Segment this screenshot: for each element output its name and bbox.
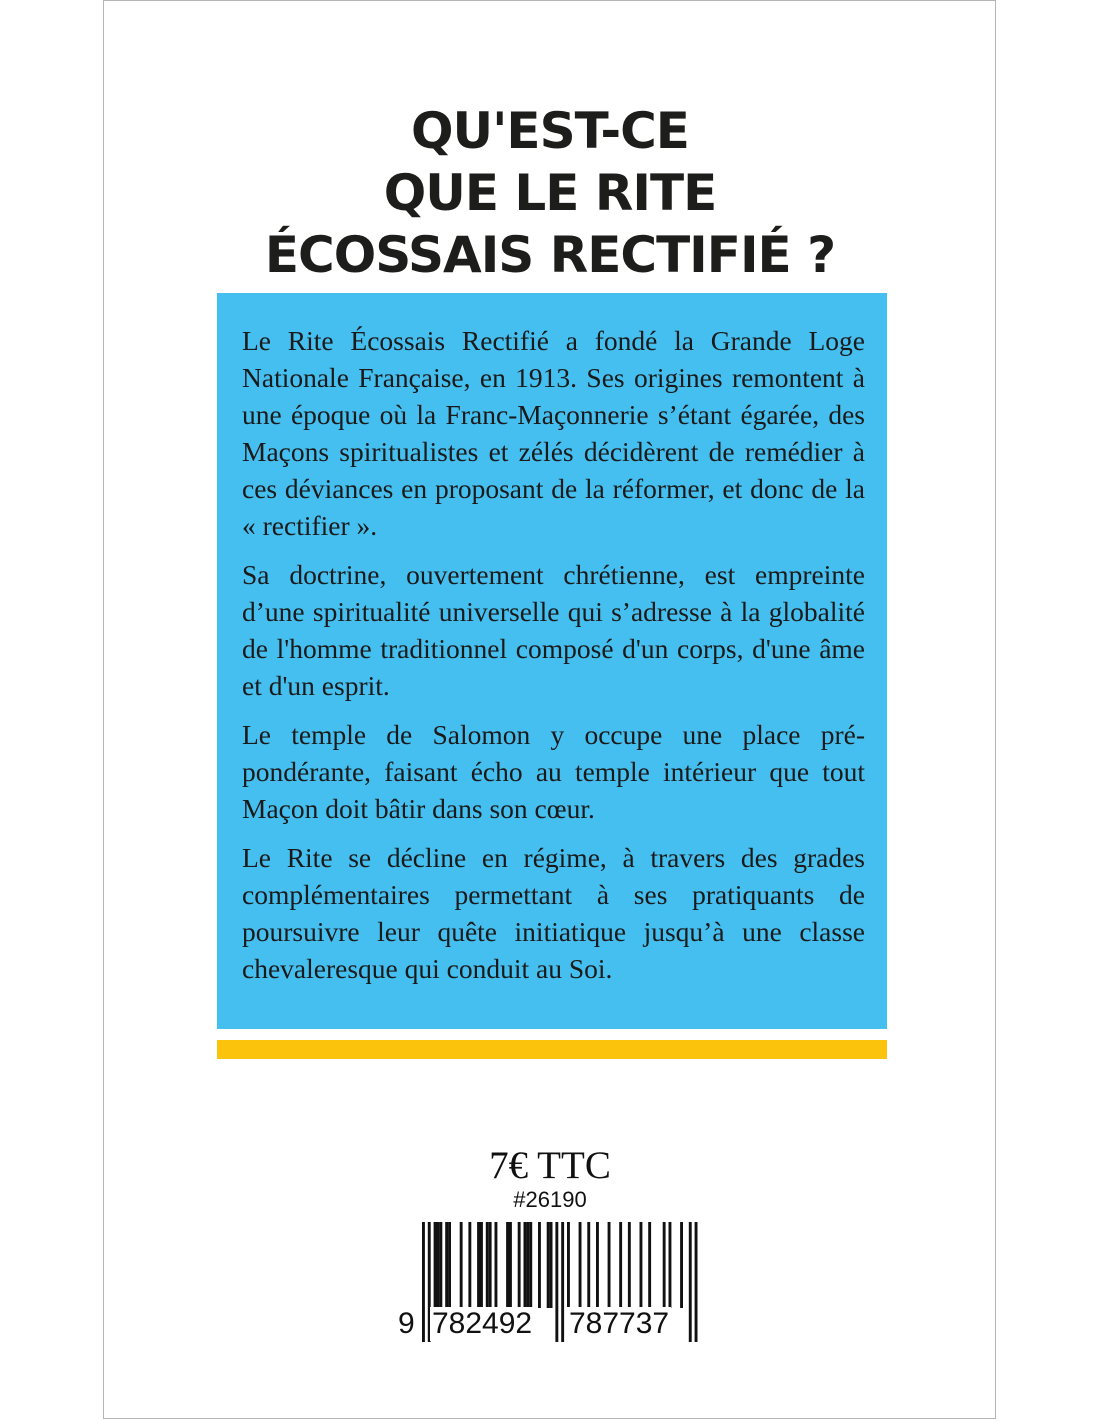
barcode-bar — [486, 1222, 489, 1308]
barcode-bar — [680, 1222, 683, 1308]
barcode-bar — [495, 1222, 498, 1308]
barcode-bar — [506, 1222, 509, 1308]
barcode-digits — [0, 1307, 1100, 1341]
paragraph-1: Le Rite Écossais Rectifié a fondé la Grande Loge Nationale Française, en 1913. Ses origines remontent à une époque où la Franc-Maçonnerie s’étant égarée, des Maçons spiritualistes et zélés décidèrent de remédier à ces déviances en proposant de la réformer, et donc de la « rectifier ». — [242, 325, 865, 541]
description-box — [217, 293, 887, 1029]
barcode-bar — [596, 1222, 599, 1308]
price-label: 7€ TTC — [489, 1144, 611, 1187]
barcode-bar — [587, 1222, 590, 1308]
barcode-bar — [529, 1222, 532, 1308]
barcode-bar — [437, 1222, 440, 1308]
barcode-bar — [640, 1222, 643, 1308]
barcode-bar — [509, 1222, 512, 1308]
paragraph-2: Sa doctrine, ouvertement chrétienne, est empreinte d’une spiritualité universelle qui s’adresse à la globalité de l'homme traditionnel composé d'un corps, d'une âme et d'un esprit. — [242, 559, 865, 701]
barcode-bar — [550, 1222, 553, 1308]
barcode-bar — [439, 1222, 442, 1308]
barcode-bar — [663, 1222, 666, 1308]
barcode-bar — [648, 1222, 651, 1308]
barcode-bar — [489, 1222, 492, 1308]
barcode-bar — [669, 1222, 672, 1308]
product-code: #26190 — [513, 1187, 587, 1212]
barcode-bar — [567, 1222, 570, 1308]
barcode-bar — [579, 1222, 582, 1308]
barcode-left-group: 782492 — [432, 1307, 533, 1340]
barcode-bar — [434, 1222, 437, 1308]
barcode-bar — [518, 1222, 521, 1308]
barcode-bar — [628, 1222, 631, 1308]
barcode-bar — [477, 1222, 480, 1308]
title-line-2: QUE LE RITE — [383, 164, 717, 222]
yellow-divider-bar — [217, 1040, 887, 1059]
title-line-1: QU'EST-CE — [411, 102, 689, 160]
barcode-bar — [608, 1222, 611, 1308]
barcode-bar — [619, 1222, 622, 1308]
title-line-3: ÉCOSSAIS RECTIFIÉ ? — [264, 226, 836, 284]
barcode-bar — [448, 1222, 451, 1308]
barcode-bar — [480, 1222, 483, 1308]
barcode-bar — [547, 1222, 550, 1308]
paragraph-4: Le Rite se décline en régime, à travers des grades complémentaires permettant à ses pratiquants de poursuivre leur quête initiatique jusqu’à une classe chevaleresque qui conduit au Soi. — [242, 842, 865, 984]
book-title — [140, 100, 960, 286]
barcode-bar — [460, 1222, 463, 1308]
paragraph-3: Le temple de Salomon y occupe une place prépondérante, faisant écho au temple intérieur que tout Maçon doit bâtir dans son cœur. — [242, 719, 865, 824]
barcode-right-group: 787737 — [569, 1307, 670, 1340]
barcode-first-digit: 9 — [398, 1307, 415, 1340]
barcode-bar — [468, 1222, 471, 1308]
barcode-bar — [526, 1222, 529, 1308]
barcode-bar — [538, 1222, 541, 1308]
barcode-bar — [524, 1222, 527, 1308]
barcode-bar — [445, 1222, 448, 1308]
